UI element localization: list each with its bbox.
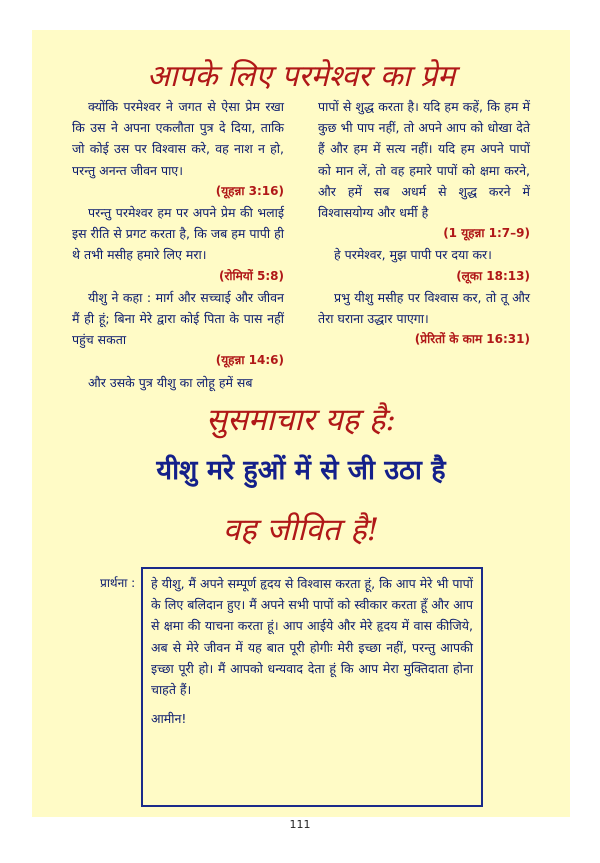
gospel-main-line: यीशु मरे हुओं में से जी उठा है	[156, 455, 446, 486]
verse-1-john-1-7-start: और उसके पुत्र यीशु का लोहू हमें सब	[88, 374, 253, 390]
prayer-box	[141, 567, 483, 807]
page-sheet	[32, 30, 570, 817]
verse-john-3-16: क्योंकि परमेश्वर ने जगत से ऐसा प्रेम रखा कि उस ने अपना एकलौता पुत्र दे दिया, ताकि जो कोई उस पर विश्वास करे, वह नाश न हो, परन्तु अनन्त जीवन पाए।	[72, 99, 284, 178]
verse-john-14-6: यीशु ने कहा : मार्ग और सच्चाई और जीवन मैं ही हूं; बिना मेरे द्वारा कोई पिता के पास नहीं पहुंच सकता	[72, 289, 284, 348]
page-title: आपके लिए परमेश्वर का प्रेम	[146, 59, 456, 94]
gospel-heading: सुसमाचार यह है:	[206, 402, 396, 438]
page-number: 111	[289, 818, 311, 831]
prayer-amen: आमीन!	[151, 711, 187, 727]
ref-john-3-16: (यूहन्ना 3:16)	[215, 183, 284, 198]
verse-luke-18-13: हे परमेश्वर, मुझ पापी पर दया कर।	[334, 247, 492, 263]
ref-acts-16-31: (प्रेरितों के काम 16:31)	[414, 332, 530, 347]
ref-john-14-6: (यूहन्ना 14:6)	[215, 353, 284, 368]
ref-1-john-1-7-9: (1 यूहन्ना 1:7–9)	[443, 226, 530, 241]
prayer-label: प्रार्थना :	[100, 576, 136, 590]
ref-luke-18-13: (लूका 18:13)	[456, 268, 530, 283]
right-column	[318, 96, 530, 350]
verse-romans-5-8: परन्तु परमेश्वर हम पर अपने प्रेम की भलाई इस रीति से प्रगट करता है, कि जब हम पापी ही थे तभी मसीह हमारे लिए मरा।	[72, 205, 284, 263]
verse-acts-16-31: प्रभु यीशु मसीह पर विश्वास कर, तो तू और तेरा घराना उद्धार पाएगा।	[318, 289, 530, 327]
left-column	[72, 96, 284, 393]
ref-romans-5-8: (रोमियों 5:8)	[218, 268, 284, 283]
verse-1-john-1-7-9: पापों से शुद्ध करता है। यदि हम कहें, कि हम में कुछ भी पाप नहीं, तो अपने आप को धोखा देते हैं और हम में सत्य नहीं। यदि हम अपने पापों को मान लें, तो वह हमारे पापों को क्षमा करने, और हमें सब अधर्म से शुद्ध करने में विश्वासयोग्य और धर्मी है	[318, 99, 530, 221]
prayer-text: हे यीशु, मैं अपने सम्पूर्ण हृदय से विश्वास करता हूं, कि आप मेरे भी पापों के लिए बलिदान हुए। मैं अपने सभी पापों को स्वीकार करता हूँ और आप से क्षमा की याचना करता हूं। आप आईये और मेरे हृदय में वास कीजिये, अब से मेरे जीवन में यह बात पूरी होगीः मेरी इच्छा नहीं, परन्तु आपकी इच्छा पूरी हो। मैं आपको धन्यवाद देता हूं कि आप मेरा मुक्तिदाता होना चाहते हैं।	[151, 576, 473, 698]
gospel-alive-line: वह जीवित है!	[222, 512, 380, 548]
